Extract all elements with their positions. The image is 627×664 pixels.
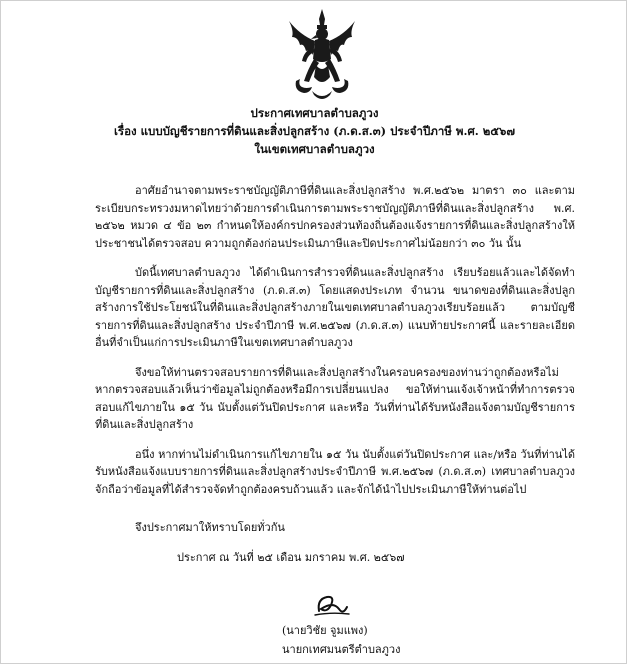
announcement-date: ประกาศ ณ วันที่ ๒๕ เดือน มกราคม พ.ศ. ๒๕๖๗ [177,551,405,564]
paragraph [95,364,575,434]
paragraph [95,446,575,499]
signer-name: (นายวิชัย จูมแพง) [282,624,368,637]
paragraph-text: จึงขอให้ท่านตรวจสอบรายการที่ดินและสิ่งปลูกสร้างในครอบครองของท่านว่าถูกต้องหรือไม่ หากตรวจสอบแล้วเห็นว่าข้อมูลไม่ถูกต้องหรือมีการเปลี่ยนแปลง ขอให้ท่านแจ้งเจ้าหน้าที่ทำการตรวจสอบแก้ไขภายใน ๑๕ วัน นับตั้งแต่วันปิดประกาศ และหรือ วันที่ท่านได้รับหนังสือแจ้งตามบัญชีรายการที่ดินและสิ่งปลูกสร้าง [95,365,575,431]
announcement-header [1,104,627,158]
paragraph [95,182,575,252]
announcement-body [95,182,575,510]
handwritten-signature [313,591,351,619]
paragraph [95,264,575,352]
area-title: ในเขตเทศบาลตำบลภูวง [254,142,375,156]
paragraph-text: อาศัยอำนาจตามพระราชบัญญัติภาษีที่ดินและสิ่งปลูกสร้าง พ.ศ.๒๕๖๒ มาตรา ๓๐ และตามระเบียบกระทรวงมหาดไทยว่าด้วยการดำเนินการตามพระราชบัญญัติภาษีที่ดินและสิ่งปลูกสร้าง พ.ศ. ๒๕๖๒ หมวด ๔ ข้อ ๒๓ กำหนดให้องค์กรปกครองส่วนท้องถิ่นต้องแจ้งรายการที่ดินและสิ่งปลูกสร้างให้ประชาชนได้ตรวจสอบ ความถูกต้องก่อนประเมินภาษีและปิดประกาศไม่น้อยกว่า ๓๐ วัน นั้น [95,184,575,250]
issuer-title: ประกาศเทศบาลตำบลภูวง [250,106,379,120]
paragraph-text: อนึ่ง หากท่านไม่ดำเนินการแก้ไขภายใน ๑๕ วัน นับตั้งแต่วันปิดประกาศ และ/หรือ วันที่ท่านได้รับหนังสือแจ้งแบบรายการที่ดินและสิ่งปลูกสร้างประจำปีภาษี พ.ศ.๒๕๖๗ (ภ.ด.ส.๓) เทศบาลตำบลภูวงจักถือว่าข้อมูลที่ได้สำรวจจัดทำถูกต้องครบถ้วนแล้ว และจักได้นำไปประเมินภาษีให้ท่านต่อไป [95,447,575,496]
signer-position: นายกเทศมนตรีตำบลภูวง [282,643,401,656]
garuda-emblem [286,7,358,103]
signer-block [282,621,400,659]
subject-title: เรื่อง แบบบัญชีรายการที่ดินและสิ่งปลูกสร้าง (ภ.ด.ส.๓) ประจำปีภาษี พ.ศ. ๒๕๖๗ [113,124,515,138]
paragraph-text: บัดนี้เทศบาลตำบลภูวง ได้ดำเนินการสำรวจที่ดินและสิ่งปลูกสร้าง เรียบร้อยแล้วและได้จัดทำบัญชีรายการที่ดินและสิ่งปลูกสร้าง (ภ.ด.ส.๓) โดยแสดงประเภท จำนวน ขนาดของที่ดินและสิ่งปลูกสร้างการใช้ประโยชน์ในที่ดินและสิ่งปลูกสร้างภายในเขตเทศบาลตำบลภูวงเรียบร้อยแล้ว ตามบัญชีรายการที่ดินและสิ่งปลูกสร้าง ประจำปีภาษี พ.ศ.๒๕๖๗ (ภ.ด.ส.๓) แนบท้ายประกาศนี้ และรายละเอียดอื่นที่จำเป็นแก่การประเมินภาษีในเขตเทศบาลตำบลภูวง [95,266,575,349]
closing-announce: จึงประกาศมาให้ทราบโดยทั่วกัน [135,521,285,534]
